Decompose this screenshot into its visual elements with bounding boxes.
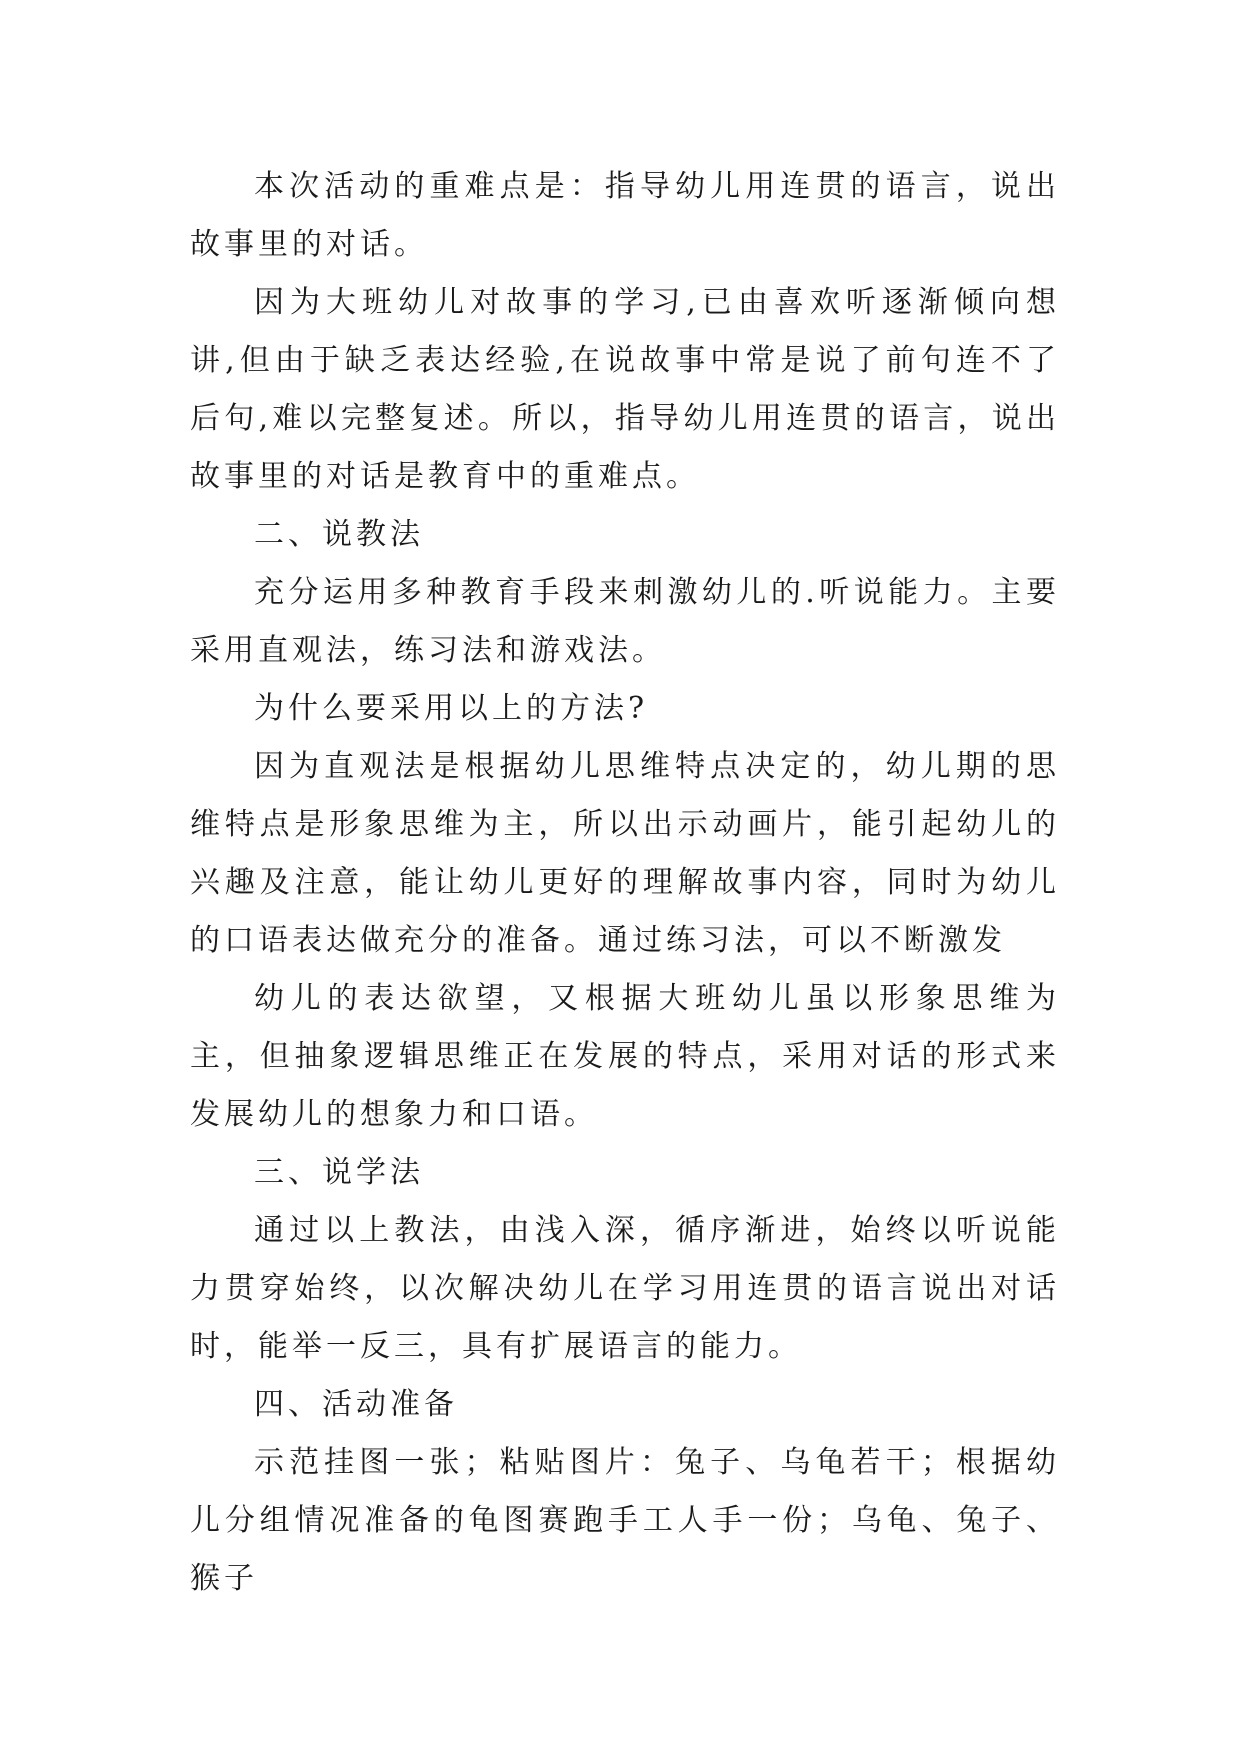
paragraph-learning-methods: 通过以上教法，由浅入深，循序渐进，始终以听说能力贯穿始终，以次解决幼儿在学习用连贯的语言说出对话时，能举一反三，具有扩展语言的能力。	[190, 1213, 1060, 1364]
paragraph-question: 为什么要采用以上的方法?	[254, 691, 649, 726]
paragraph-preparation: 示范挂图一张；粘贴图片：兔子、乌龟若干；根据幼儿分组情况准备的龟图赛跑手工人手一份；乌龟、兔子、猴子	[190, 1445, 1060, 1596]
section-heading-learning-methods: 三、说学法	[254, 1155, 424, 1190]
section-heading-teaching-methods: 二、说教法	[254, 517, 424, 552]
paragraph-reason: 因为大班幼儿对故事的学习,已由喜欢听逐渐倾向想讲,但由于缺乏表达经验,在说故事中常是说了前句连不了后句,难以完整复述。所以，指导幼儿用连贯的语言，说出故事里的对话是教育中的重难点。	[190, 285, 1060, 494]
section-heading-preparation: 四、活动准备	[254, 1387, 458, 1422]
paragraph-teaching-methods: 充分运用多种教育手段来刺激幼儿的.听说能力。主要采用直观法，练习法和游戏法。	[190, 575, 1060, 668]
paragraph-intuitive-method: 因为直观法是根据幼儿思维特点决定的，幼儿期的思维特点是形象思维为主，所以出示动画片，能引起幼儿的兴趣及注意，能让幼儿更好的理解故事内容，同时为幼儿的口语表达做充分的准备。通过练习法，可以不断激发	[190, 749, 1060, 958]
paragraph-expression: 幼儿的表达欲望，又根据大班幼儿虽以形象思维为主，但抽象逻辑思维正在发展的特点，采用对话的形式来发展幼儿的想象力和口语。	[190, 981, 1060, 1132]
document-body	[190, 158, 1060, 1608]
paragraph-key-difficulty: 本次活动的重难点是：指导幼儿用连贯的语言，说出故事里的对话。	[190, 169, 1060, 262]
